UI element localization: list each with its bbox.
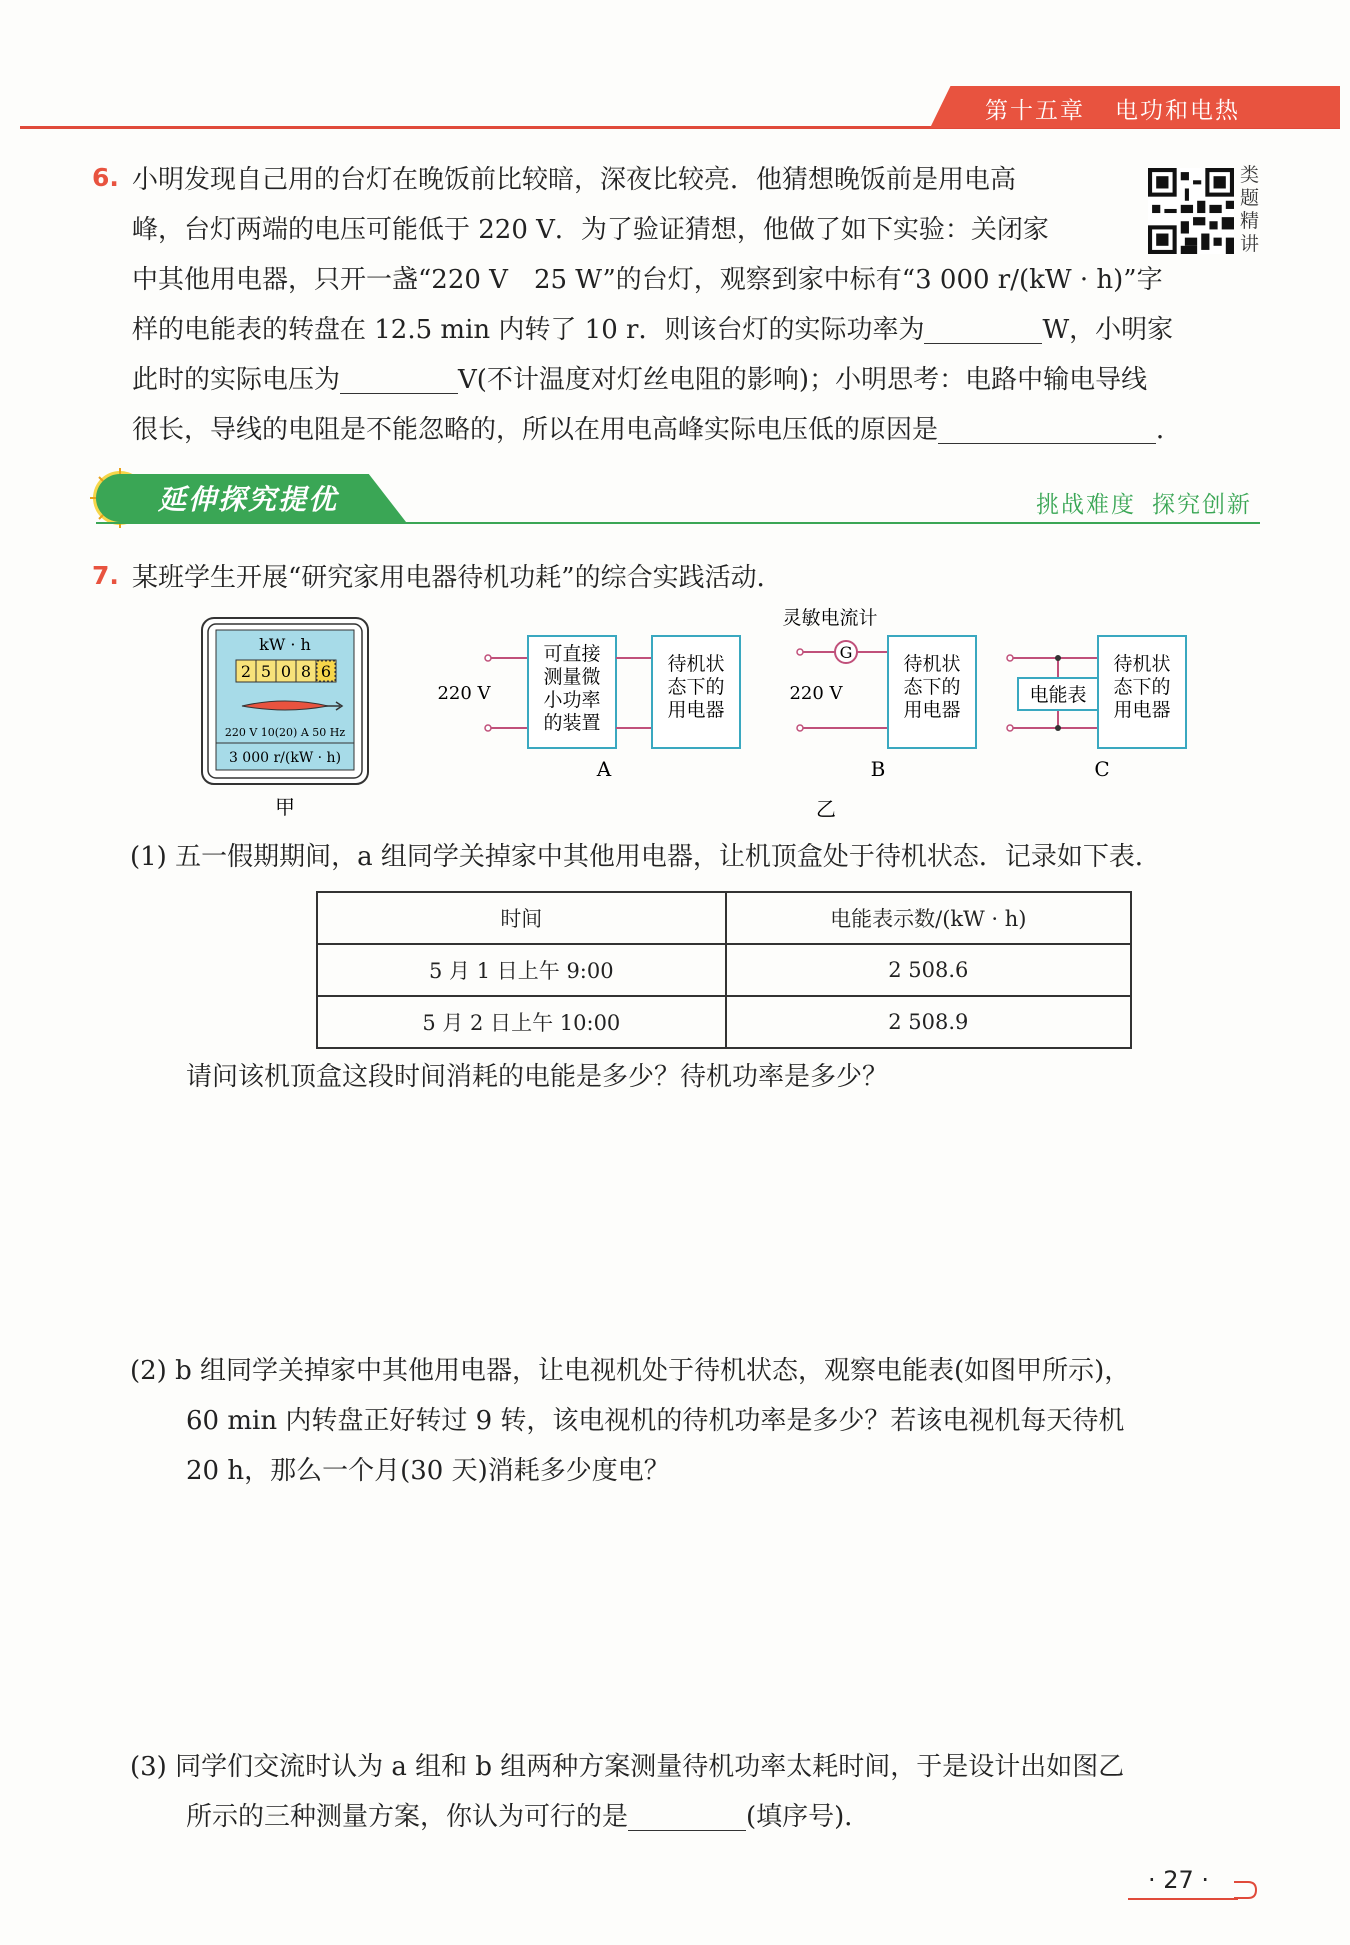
q7-part2-line-2: 60 min 内转盘正好转过 9 转，该电视机的待机功率是多少？若该电视机每天待机 [186,1406,1125,1436]
q7-part1-text: (1) 五一假期期间，a 组同学关掉家中其他用电器，让机顶盒处于待机状态．记录如下表． [130,842,1161,872]
section-tag-innovation: 探究创新 [1152,492,1252,518]
q7-part1-answer-area[interactable] [186,1110,1246,1310]
device-line: 小功率 [543,689,601,711]
section-title: 延伸探究提优 [158,483,339,516]
q7-intro: 某班学生开展“研究家用电器待机功耗”的综合实践活动． [132,563,783,593]
circuit-c [1007,636,1186,781]
q6-line-6-text: 很长，导线的电阻是不能忽略的，所以在用电高峰实际电压低的原因是 [132,415,939,445]
qr-code-icon[interactable] [1148,168,1234,254]
circuit-a [437,636,740,781]
page-curl-icon [1232,1874,1258,1902]
appliance-line: 态下的 [1113,676,1171,698]
q6-line-4 [132,305,1173,355]
q6-line-4-tail: W，小明家 [1042,315,1174,345]
table-cell-reading: 2 508.6 [726,944,1131,996]
device-line: 可直接 [543,643,601,665]
q6-line-3: 中其他用电器，只开一盏“220 V 25 W”的台灯，观察到家中标有“3 000 r/(kW · h)”字 [132,265,1163,295]
meter-rev: 3 000 r/(kW · h) [228,750,342,766]
q6-line-2: 峰，台灯两端的电压可能低于 220 V．为了验证猜想，他做了如下实验：关闭家 [132,215,1049,245]
appliance-line: 待机状 [1113,653,1171,675]
q6-blank-voltage[interactable] [340,363,458,394]
q6-line-5 [132,355,1147,405]
galvanometer-symbol: G [839,643,853,662]
meter-digit: 0 [280,662,292,681]
q6-line-1: 小明发现自己用的台灯在晚饭前比较暗，深夜比较亮．他猜想晚饭前是用电高 [132,165,1017,195]
circuit-label-b: B [870,757,886,781]
chapter-number: 第十五章 [985,98,1085,124]
appliance-line: 待机状 [903,653,961,675]
meter-digit: 8 [300,662,312,681]
q7-part2-line-1: (2) b 组同学关掉家中其他用电器，让电视机处于待机状态，观察电能表(如图甲所示)， [130,1356,1131,1386]
meter-digits [236,660,336,682]
q7-part2-answer-area[interactable] [186,1504,1246,1724]
device-line: 的装置 [543,712,601,734]
figure-svg [190,606,1200,822]
page-number: · 27 · [1148,1866,1210,1894]
q6-number: 6. [92,163,119,192]
q7-number: 7. [92,561,119,590]
voltage-label-b: 220 V [789,683,843,704]
table-cell-reading: 2 508.9 [726,996,1131,1048]
figure-caption-jia: 甲 [275,795,295,819]
appliance-line: 态下的 [903,676,961,698]
q6-line-6 [132,405,1182,455]
appliance-line: 态下的 [667,676,725,698]
circuit-figure [190,606,1200,822]
q6-line-5-tail: V(不计温度对灯丝电阻的影响)；小明思考：电路中输电导线 [458,365,1148,395]
meter-spec: 220 V 10(20) A 50 Hz [224,726,346,739]
meter-box-label: 电能表 [1029,684,1087,706]
circuit-label-a: A [596,757,612,781]
q6-line-5-text: 此时的实际电压为 [132,365,341,395]
q7-part3-tail: (填序号)． [746,1802,871,1832]
table-header-time: 时间 [317,892,726,944]
table-header-row [317,892,1131,944]
section-rule [96,522,1260,524]
meter-digit: 2 [240,662,252,681]
page-number-rule [1128,1898,1238,1900]
q7-part3-blank[interactable] [628,1800,746,1831]
section-tags [1020,486,1252,519]
q7-part3-line-1: (3) 同学们交流时认为 a 组和 b 组两种方案测量待机功率太耗时间，于是设计出如图乙 [130,1752,1125,1782]
meter-reading-table [316,891,1132,1049]
q7-part2-line-3: 20 h，那么一个月(30 天)消耗多少度电？ [186,1456,670,1486]
table-cell-time: 5 月 1 日上午 9:00 [317,944,726,996]
table-cell-time: 5 月 2 日上午 10:00 [317,996,726,1048]
figure-caption-yi: 乙 [816,797,836,821]
q6-line-4-text: 样的电能表的转盘在 12.5 min 内转了 10 r．则该台灯的实际功率为 [132,315,925,345]
galvanometer-label: 灵敏电流计 [782,607,878,629]
chapter-heading [985,92,1270,125]
table-row [317,996,1131,1048]
appliance-line: 用电器 [903,699,961,721]
q7-part3-line-2 [186,1792,870,1842]
table-header-reading: 电能表示数/(kW · h) [726,892,1131,944]
q7-part1-question: 请问该机顶盒这段时间消耗的电能是多少？待机功率是多少？ [186,1062,889,1092]
device-line: 测量微 [543,666,601,688]
qr-label: 类题精讲 [1240,164,1260,255]
section-tag-difficulty: 挑战难度 [1036,492,1136,518]
circuit-b [782,607,976,781]
meter-unit: kW · h [259,635,311,654]
table-row [317,944,1131,996]
meter-digit: 5 [260,662,272,681]
appliance-line: 待机状 [667,653,725,675]
appliance-line: 用电器 [1113,699,1171,721]
chapter-title: 电功和电热 [1115,98,1240,124]
circuit-label-c: C [1094,757,1110,781]
meter-digit-decimal: 6 [320,662,332,681]
q7-part3-text: 所示的三种测量方案，你认为可行的是 [186,1802,629,1832]
q6-line-6-tail: ． [1156,415,1183,445]
voltage-label-a: 220 V [437,683,491,704]
electricity-meter [202,618,368,819]
q6-blank-reason[interactable] [938,413,1156,444]
appliance-line: 用电器 [667,699,725,721]
q6-blank-power[interactable] [924,313,1042,344]
